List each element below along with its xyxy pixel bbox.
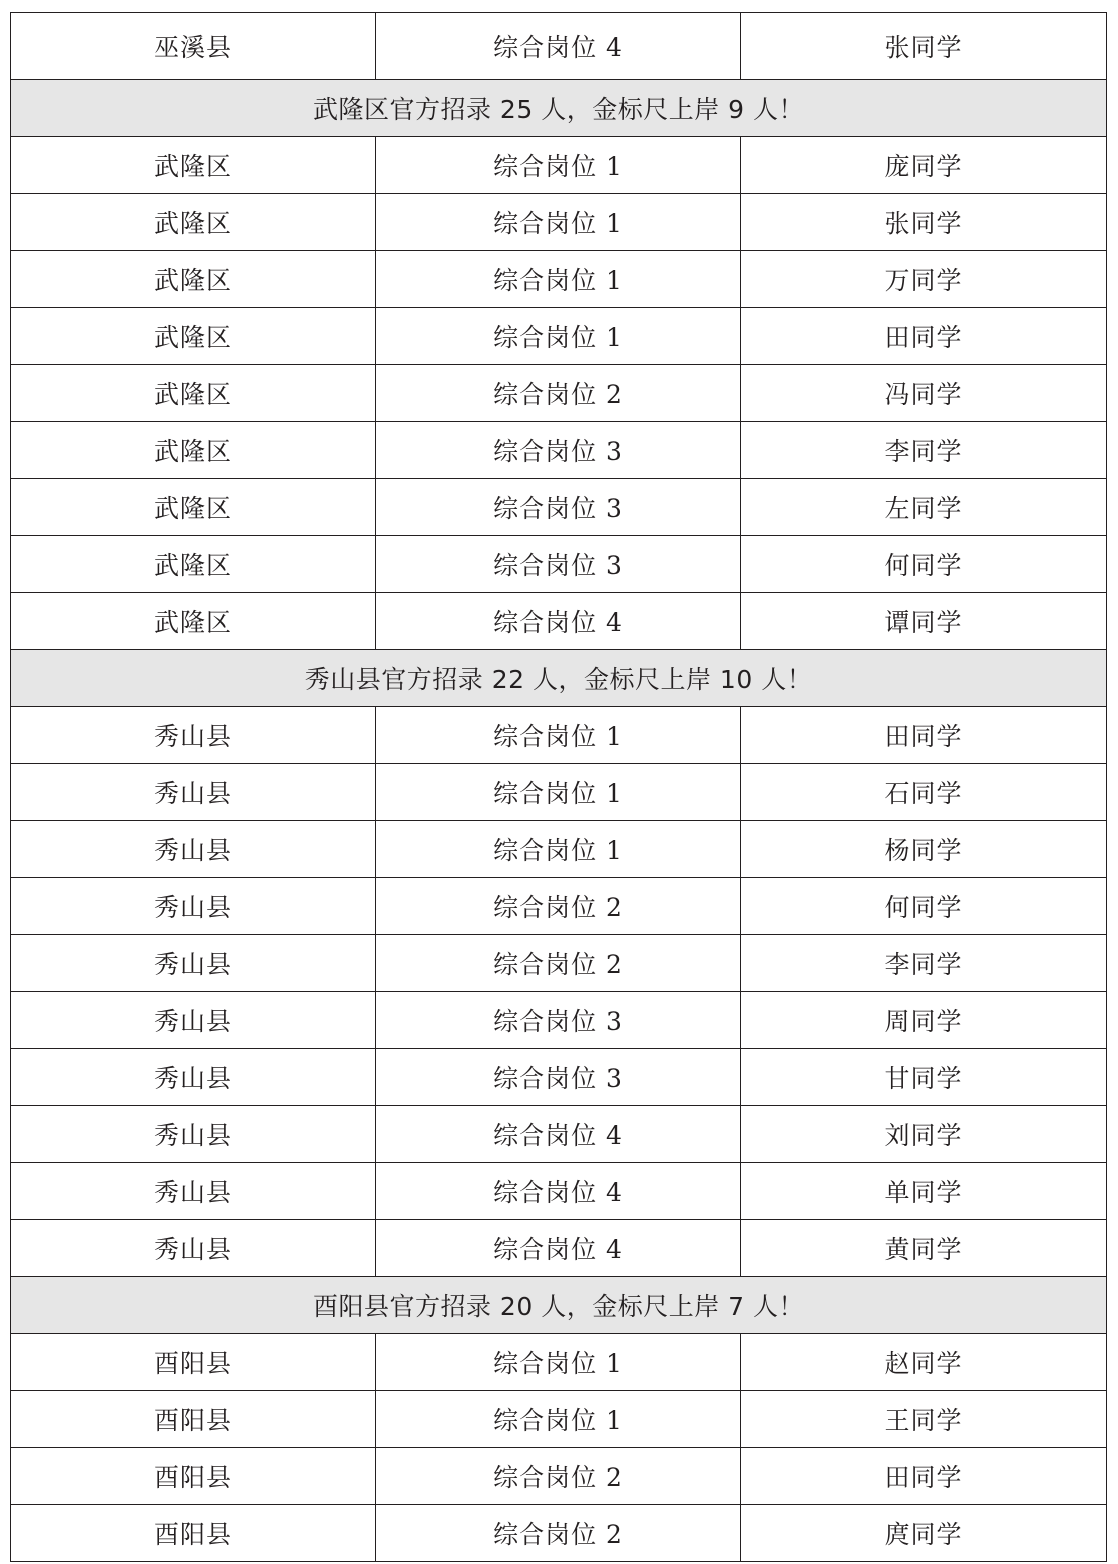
district-cell: 秀山县 bbox=[11, 764, 376, 821]
table-row bbox=[11, 194, 1107, 251]
district-cell: 武隆区 bbox=[11, 365, 376, 422]
position-cell: 综合岗位 1 bbox=[376, 821, 741, 878]
table-row bbox=[11, 1220, 1107, 1277]
results-body bbox=[11, 13, 1107, 1562]
name-cell: 张同学 bbox=[741, 13, 1107, 80]
table-row bbox=[11, 365, 1107, 422]
position-cell: 综合岗位 2 bbox=[376, 1505, 741, 1562]
section-banner-row bbox=[11, 80, 1107, 137]
table-row bbox=[11, 1334, 1107, 1391]
position-cell: 综合岗位 4 bbox=[376, 1220, 741, 1277]
table-row bbox=[11, 1049, 1107, 1106]
district-cell: 武隆区 bbox=[11, 422, 376, 479]
section-banner: 秀山县官方招录 22 人，金标尺上岸 10 人！ bbox=[11, 650, 1107, 707]
table-row bbox=[11, 137, 1107, 194]
position-cell: 综合岗位 1 bbox=[376, 764, 741, 821]
section-banner: 武隆区官方招录 25 人，金标尺上岸 9 人！ bbox=[11, 80, 1107, 137]
district-cell: 武隆区 bbox=[11, 137, 376, 194]
table-row bbox=[11, 764, 1107, 821]
district-cell: 武隆区 bbox=[11, 536, 376, 593]
table-row bbox=[11, 479, 1107, 536]
district-cell: 秀山县 bbox=[11, 1220, 376, 1277]
position-cell: 综合岗位 1 bbox=[376, 137, 741, 194]
name-cell: 张同学 bbox=[741, 194, 1107, 251]
position-cell: 综合岗位 3 bbox=[376, 536, 741, 593]
table-row bbox=[11, 878, 1107, 935]
name-cell: 冯同学 bbox=[741, 365, 1107, 422]
district-cell: 秀山县 bbox=[11, 992, 376, 1049]
name-cell: 田同学 bbox=[741, 308, 1107, 365]
district-cell: 酉阳县 bbox=[11, 1334, 376, 1391]
district-cell: 秀山县 bbox=[11, 878, 376, 935]
district-cell: 秀山县 bbox=[11, 1163, 376, 1220]
section-banner-row bbox=[11, 650, 1107, 707]
name-cell: 谭同学 bbox=[741, 593, 1107, 650]
district-cell: 酉阳县 bbox=[11, 1505, 376, 1562]
position-cell: 综合岗位 2 bbox=[376, 878, 741, 935]
position-cell: 综合岗位 1 bbox=[376, 1334, 741, 1391]
section-banner: 酉阳县官方招录 20 人，金标尺上岸 7 人！ bbox=[11, 1277, 1107, 1334]
name-cell: 李同学 bbox=[741, 422, 1107, 479]
position-cell: 综合岗位 1 bbox=[376, 707, 741, 764]
name-cell: 左同学 bbox=[741, 479, 1107, 536]
table-row bbox=[11, 422, 1107, 479]
table-row bbox=[11, 536, 1107, 593]
name-cell: 万同学 bbox=[741, 251, 1107, 308]
district-cell: 秀山县 bbox=[11, 1106, 376, 1163]
name-cell: 庞同学 bbox=[741, 137, 1107, 194]
table-row bbox=[11, 1391, 1107, 1448]
name-cell: 石同学 bbox=[741, 764, 1107, 821]
district-cell: 秀山县 bbox=[11, 935, 376, 992]
table-row bbox=[11, 251, 1107, 308]
position-cell: 综合岗位 1 bbox=[376, 308, 741, 365]
table-row bbox=[11, 1106, 1107, 1163]
position-cell: 综合岗位 1 bbox=[376, 194, 741, 251]
name-cell: 何同学 bbox=[741, 878, 1107, 935]
name-cell: 刘同学 bbox=[741, 1106, 1107, 1163]
district-cell: 武隆区 bbox=[11, 479, 376, 536]
position-cell: 综合岗位 2 bbox=[376, 1448, 741, 1505]
results-sheet bbox=[10, 12, 1106, 1562]
position-cell: 综合岗位 3 bbox=[376, 422, 741, 479]
position-cell: 综合岗位 4 bbox=[376, 593, 741, 650]
district-cell: 酉阳县 bbox=[11, 1448, 376, 1505]
position-cell: 综合岗位 4 bbox=[376, 1106, 741, 1163]
table-row bbox=[11, 1163, 1107, 1220]
position-cell: 综合岗位 2 bbox=[376, 935, 741, 992]
position-cell: 综合岗位 1 bbox=[376, 1391, 741, 1448]
name-cell: 田同学 bbox=[741, 1448, 1107, 1505]
name-cell: 黄同学 bbox=[741, 1220, 1107, 1277]
district-cell: 秀山县 bbox=[11, 821, 376, 878]
table-row bbox=[11, 821, 1107, 878]
district-cell: 武隆区 bbox=[11, 251, 376, 308]
district-cell: 酉阳县 bbox=[11, 1391, 376, 1448]
position-cell: 综合岗位 3 bbox=[376, 992, 741, 1049]
position-cell: 综合岗位 1 bbox=[376, 251, 741, 308]
table-row bbox=[11, 1448, 1107, 1505]
name-cell: 杨同学 bbox=[741, 821, 1107, 878]
position-cell: 综合岗位 3 bbox=[376, 1049, 741, 1106]
table-row bbox=[11, 1505, 1107, 1562]
district-cell: 秀山县 bbox=[11, 1049, 376, 1106]
name-cell: 何同学 bbox=[741, 536, 1107, 593]
table-row bbox=[11, 13, 1107, 80]
results-table bbox=[10, 12, 1107, 1562]
district-cell: 秀山县 bbox=[11, 707, 376, 764]
table-row bbox=[11, 935, 1107, 992]
name-cell: 单同学 bbox=[741, 1163, 1107, 1220]
position-cell: 综合岗位 3 bbox=[376, 479, 741, 536]
table-row bbox=[11, 707, 1107, 764]
district-cell: 武隆区 bbox=[11, 194, 376, 251]
district-cell: 巫溪县 bbox=[11, 13, 376, 80]
position-cell: 综合岗位 4 bbox=[376, 13, 741, 80]
position-cell: 综合岗位 2 bbox=[376, 365, 741, 422]
section-banner-row bbox=[11, 1277, 1107, 1334]
table-row bbox=[11, 308, 1107, 365]
name-cell: 周同学 bbox=[741, 992, 1107, 1049]
name-cell: 庹同学 bbox=[741, 1505, 1107, 1562]
position-cell: 综合岗位 4 bbox=[376, 1163, 741, 1220]
district-cell: 武隆区 bbox=[11, 593, 376, 650]
name-cell: 甘同学 bbox=[741, 1049, 1107, 1106]
district-cell: 武隆区 bbox=[11, 308, 376, 365]
name-cell: 田同学 bbox=[741, 707, 1107, 764]
table-row bbox=[11, 992, 1107, 1049]
name-cell: 王同学 bbox=[741, 1391, 1107, 1448]
table-row bbox=[11, 593, 1107, 650]
name-cell: 赵同学 bbox=[741, 1334, 1107, 1391]
name-cell: 李同学 bbox=[741, 935, 1107, 992]
